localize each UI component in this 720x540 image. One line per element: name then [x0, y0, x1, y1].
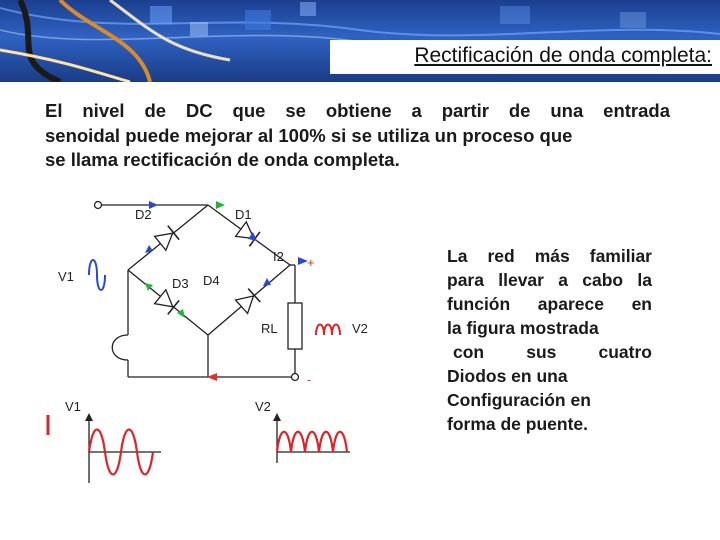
label-d4: D4 [203, 273, 220, 288]
intro-line: senoidal puede mejorar al 100% si se utiliza un proceso que [45, 124, 573, 146]
label-plus: + [307, 255, 315, 270]
diode-d4 [236, 289, 261, 314]
side-line: forma de puente. [447, 414, 588, 434]
source-sine-icon [89, 260, 105, 290]
side-line: función aparece en [447, 294, 652, 314]
graph-v1-label: V1 [65, 399, 81, 414]
header-banner [0, 0, 720, 82]
side-paragraph [447, 244, 652, 436]
slide-title: Rectificación de onda completa: [414, 44, 712, 67]
label-minus: - [307, 372, 312, 387]
arrow-green-top [216, 201, 225, 209]
label-d1: D1 [235, 207, 252, 222]
input-waveform-graph [48, 413, 161, 483]
arrow-blue-left [145, 245, 153, 253]
side-line: para llevar a cabo la [447, 270, 652, 290]
input-terminal-top [95, 202, 102, 209]
side-line: Configuración en [447, 390, 591, 410]
intro-line: El nivel de DC que se obtiene a partir de una entrada [45, 100, 670, 121]
diode-d2 [155, 226, 180, 251]
load-resistor [288, 303, 302, 349]
side-line: la figura mostrada [447, 318, 599, 338]
intro-line: se llama rectificación de onda completa. [45, 149, 400, 170]
label-v1: V1 [58, 269, 74, 284]
output-wave-icon [316, 325, 340, 336]
label-d2: D2 [135, 207, 152, 222]
title-strip [330, 40, 720, 74]
side-line: La red más familiar [447, 246, 652, 266]
bridge-rectifier-diagram [45, 185, 385, 490]
diode-d1 [236, 222, 260, 247]
side-line: Diodos en una [447, 366, 568, 386]
output-terminal-bottom [292, 374, 299, 381]
label-rl: RL [261, 321, 278, 336]
label-d3: D3 [172, 276, 189, 291]
side-line: con sus cuatro [453, 342, 652, 362]
intro-paragraph [45, 99, 670, 173]
label-v2: V2 [352, 321, 368, 336]
label-i2: I2 [273, 249, 284, 264]
graph-v2-label: V2 [255, 399, 271, 414]
output-waveform-graph [273, 413, 350, 463]
diode-d3 [155, 290, 180, 315]
